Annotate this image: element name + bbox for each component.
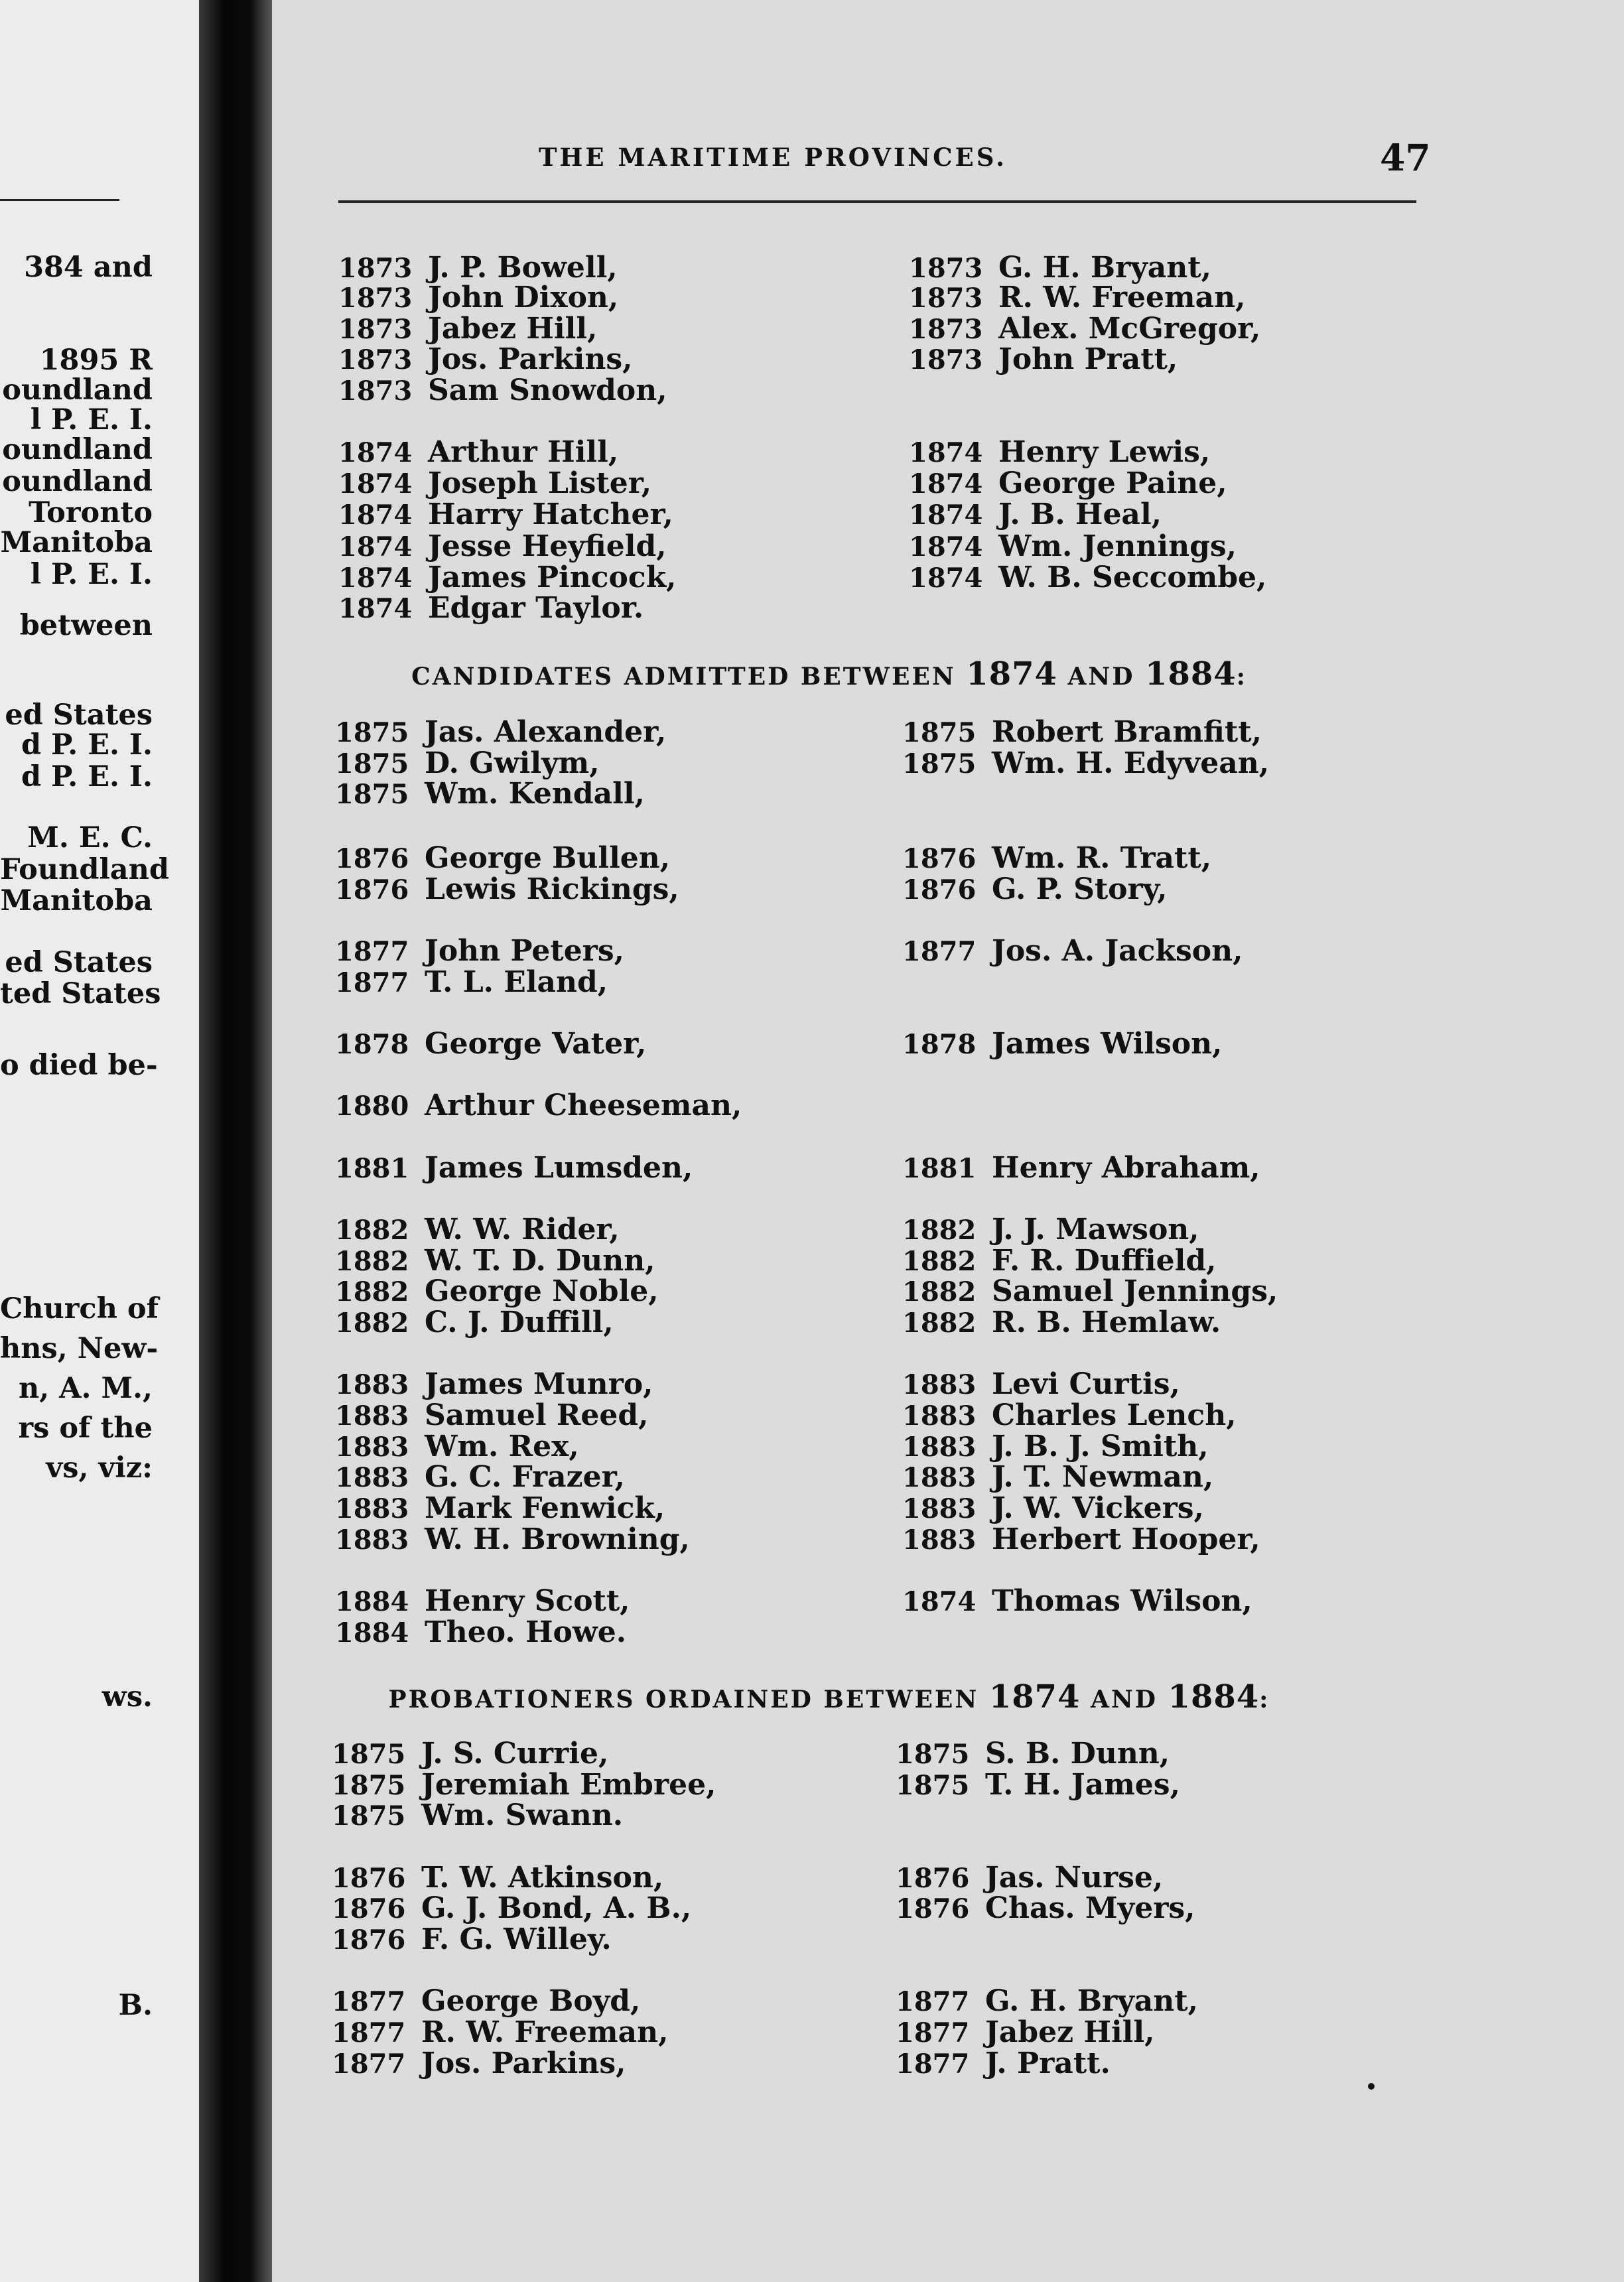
entry-name: Thomas Wilson,: [992, 1584, 1252, 1618]
entry-name: J. Pratt.: [985, 2047, 1111, 2080]
entry-year: 1876: [332, 1924, 406, 1956]
entry-name: S. B. Dunn,: [985, 1737, 1170, 1771]
list-item: [335, 1152, 693, 1190]
entry-name: R. W. Freeman,: [421, 2015, 669, 2049]
list-item: [338, 592, 643, 630]
entry-name: R. B. Hemlaw.: [992, 1306, 1221, 1339]
entry-year: 1875: [896, 1770, 970, 1801]
entry-name: W. H. Browning,: [425, 1522, 690, 1556]
entry-name: John Pratt,: [998, 342, 1178, 376]
entry-name: George Vater,: [425, 1027, 647, 1061]
entry-name: Henry Scott,: [425, 1584, 630, 1618]
entry-year: 1883: [902, 1400, 977, 1432]
entry-name: Henry Lewis,: [998, 435, 1211, 469]
entry-name: Wm. Jennings,: [998, 529, 1237, 563]
facing-page-text-fragment: d P. E. I.: [21, 728, 153, 762]
entry-name: George Paine,: [998, 466, 1227, 500]
entry-year: 1874: [338, 531, 413, 563]
entry-name: C. J. Duffill,: [425, 1306, 614, 1339]
entry-name: Jas. Alexander,: [425, 715, 667, 749]
entry-name: Jesse Heyfield,: [428, 529, 667, 563]
entry-name: James Lumsden,: [425, 1151, 693, 1185]
entry-name: Charles Lench,: [992, 1398, 1237, 1432]
facing-page-text-fragment: ws.: [102, 1680, 153, 1713]
entry-name: Wm. R. Tratt,: [992, 841, 1212, 875]
entry-name: W. B. Seccombe,: [998, 561, 1267, 594]
entry-year: 1877: [332, 2017, 406, 2048]
entry-year: 1876: [902, 843, 977, 874]
entry-year: 1874: [909, 563, 983, 594]
entry-year: 1875: [332, 1739, 406, 1770]
entry-year: 1876: [335, 874, 409, 906]
entry-name: W. T. D. Dunn,: [425, 1244, 655, 1278]
running-title: THE MARITIME PROVINCES.: [538, 143, 1008, 172]
entry-name: G. J. Bond, A. B.,: [421, 1891, 692, 1925]
entry-year: 1875: [332, 1770, 406, 1801]
entry-name: Jeremiah Embree,: [421, 1768, 716, 1802]
entry-year: 1882: [335, 1246, 409, 1277]
entry-name: Chas. Myers,: [985, 1891, 1195, 1925]
entry-year: 1883: [335, 1493, 409, 1524]
entry-name: J. T. Newman,: [992, 1460, 1214, 1494]
entry-year: 1873: [909, 283, 983, 314]
heading-colon: :: [1236, 663, 1247, 691]
facing-page-text-fragment: l P. E. I.: [30, 403, 153, 436]
list-item: [909, 344, 1178, 381]
entry-year: 1874: [909, 531, 983, 563]
entry-name: George Bullen,: [425, 841, 671, 875]
entry-year: 1873: [338, 375, 413, 407]
ink-speck: [1368, 2083, 1375, 2090]
list-item: [902, 748, 1269, 785]
entry-year: 1881: [335, 1153, 409, 1184]
heading-text: CANDIDATES ADMITTED BETWEEN: [411, 663, 956, 691]
facing-page-text-fragment: oundland: [2, 465, 153, 498]
list-item: [902, 874, 1167, 911]
heading-and: AND: [1067, 663, 1135, 691]
page-number: 47: [1380, 136, 1431, 179]
entry-name: James Pincock,: [428, 561, 677, 594]
entry-name: Robert Bramfitt,: [992, 715, 1262, 749]
list-item: [902, 1028, 1222, 1066]
entry-year: 1883: [335, 1524, 409, 1556]
entry-year: 1883: [335, 1432, 409, 1463]
entry-name: Samuel Jennings,: [992, 1274, 1278, 1308]
entry-year: 1882: [902, 1246, 977, 1277]
entry-name: James Wilson,: [992, 1027, 1223, 1061]
entry-name: R. W. Freeman,: [998, 281, 1246, 314]
facing-page-text-fragment: Foundland: [0, 853, 169, 886]
entry-year: 1883: [335, 1400, 409, 1432]
list-item: [896, 1769, 1180, 1807]
list-item: [335, 778, 645, 816]
entry-name: George Noble,: [425, 1274, 659, 1308]
entry-name: Herbert Hooper,: [992, 1522, 1260, 1556]
entry-name: G. P. Story,: [992, 872, 1168, 906]
facing-page-text-fragment: Church of: [0, 1292, 159, 1325]
entry-name: Samuel Reed,: [425, 1398, 649, 1432]
entry-year: 1876: [902, 874, 977, 906]
facing-page-text-fragment: oundland: [2, 373, 153, 407]
entry-name: John Dixon,: [428, 281, 619, 314]
entry-year: 1882: [902, 1215, 977, 1246]
heading-text: PROBATIONERS ORDAINED BETWEEN: [388, 1686, 979, 1713]
list-item: [902, 935, 1243, 973]
entry-name: F. R. Duffield,: [992, 1244, 1217, 1278]
entry-year: 1882: [902, 1276, 977, 1308]
entry-year: 1874: [338, 563, 413, 594]
entry-year: 1884: [335, 1586, 409, 1617]
entry-name: Arthur Hill,: [428, 435, 619, 469]
entry-name: Lewis Rickings,: [425, 872, 679, 906]
entry-year: 1876: [335, 843, 409, 874]
entry-year: 1882: [902, 1308, 977, 1339]
list-item: [335, 1307, 614, 1345]
entry-name: Wm. Rex,: [425, 1430, 579, 1463]
entry-year: 1874: [909, 437, 983, 468]
list-item: [902, 1152, 1260, 1190]
facing-page-text-fragment: between: [19, 609, 153, 642]
entry-year: 1876: [332, 1863, 406, 1894]
entry-name: George Boyd,: [421, 1984, 641, 2018]
list-item: [896, 2048, 1111, 2086]
heading-year-from: 1874: [966, 655, 1057, 693]
list-item: [335, 1028, 646, 1066]
list-item: [335, 1090, 742, 1128]
entry-year: 1883: [902, 1462, 977, 1493]
entry-name: J. S. Currie,: [421, 1737, 609, 1771]
list-item: [338, 375, 667, 413]
facing-page-text-fragment: n, A. M.,: [18, 1372, 153, 1405]
heading-and: AND: [1090, 1686, 1158, 1713]
entry-year: 1882: [335, 1308, 409, 1339]
entry-name: Jos. Parkins,: [428, 342, 633, 376]
entry-name: Wm. Swann.: [421, 1798, 624, 1832]
entry-name: J. J. Mawson,: [992, 1213, 1199, 1246]
facing-page-text-fragment: ted States: [0, 977, 161, 1010]
entry-name: John Peters,: [425, 934, 624, 968]
entry-year: 1877: [902, 936, 977, 967]
entry-year: 1882: [335, 1276, 409, 1308]
entry-year: 1874: [909, 500, 983, 531]
entry-year: 1873: [338, 314, 413, 345]
entry-year: 1875: [335, 717, 409, 748]
facing-page-text-fragment: vs, viz:: [46, 1451, 153, 1485]
facing-page-text-fragment: M. E. C.: [27, 821, 153, 854]
facing-page-text-fragment: hns, New-: [0, 1332, 159, 1365]
entry-year: 1873: [338, 344, 413, 375]
entry-year: 1877: [332, 1986, 406, 2017]
list-item: [335, 874, 679, 911]
entry-name: Henry Abraham,: [992, 1151, 1260, 1185]
list-item: [335, 1524, 690, 1562]
entry-year: 1873: [909, 253, 983, 284]
entry-year: 1882: [335, 1215, 409, 1246]
entry-name: Jos. Parkins,: [421, 2047, 626, 2080]
heading-year-to: 1884: [1145, 655, 1237, 693]
list-item: [332, 2048, 626, 2086]
entry-year: 1877: [896, 2017, 970, 2048]
facing-page-text-fragment: Manitoba: [0, 526, 153, 559]
facing-page-text-fragment: Manitoba: [0, 884, 153, 917]
entry-year: 1876: [896, 1893, 970, 1924]
entry-year: 1880: [335, 1091, 409, 1122]
entry-year: 1883: [902, 1524, 977, 1556]
heading-colon: :: [1259, 1686, 1270, 1713]
entry-name: J. B. Heal,: [998, 498, 1162, 531]
heading-year-to: 1884: [1168, 1678, 1260, 1715]
list-item: [902, 1585, 1252, 1623]
entry-year: 1878: [902, 1029, 977, 1060]
list-item: [909, 562, 1266, 600]
entry-year: 1874: [338, 468, 413, 500]
header-rule: [338, 200, 1416, 203]
entry-name: Alex. McGregor,: [998, 312, 1261, 346]
book-gutter: [199, 0, 272, 2282]
entry-name: James Munro,: [425, 1367, 653, 1401]
entry-name: Jas. Nurse,: [985, 1861, 1164, 1895]
entry-name: T. H. James,: [985, 1768, 1180, 1802]
probationers-heading: [372, 1678, 1287, 1715]
entry-year: 1875: [896, 1739, 970, 1770]
facing-page-text-fragment: d P. E. I.: [21, 760, 153, 793]
entry-year: 1883: [902, 1493, 977, 1524]
facing-page-text-fragment: B.: [118, 1989, 153, 2022]
facing-page-text-fragment: rs of the: [18, 1412, 153, 1445]
entry-name: Theo. Howe.: [425, 1615, 627, 1649]
entry-name: Jabez Hill,: [985, 2015, 1155, 2049]
entry-year: 1874: [338, 500, 413, 531]
entry-name: J. P. Bowell,: [428, 251, 618, 285]
entry-year: 1875: [335, 748, 409, 779]
heading-year-from: 1874: [988, 1678, 1081, 1715]
entry-year: 1881: [902, 1153, 977, 1184]
entry-year: 1877: [335, 967, 409, 998]
entry-name: Sam Snowdon,: [428, 373, 667, 407]
facing-page-text-fragment: o died be-: [0, 1049, 158, 1082]
candidates-heading: [372, 655, 1287, 693]
facing-page-fragment: [0, 0, 199, 2282]
entry-year: 1884: [335, 1617, 409, 1648]
entry-name: Harry Hatcher,: [428, 498, 673, 531]
facing-page-text-fragment: l P. E. I.: [30, 558, 153, 591]
entry-name: Jabez Hill,: [428, 312, 598, 346]
facing-page-text-fragment: ed States: [5, 699, 153, 732]
facing-page-text-fragment: oundland: [2, 433, 153, 466]
facing-page-text-fragment: ed States: [5, 946, 153, 979]
facing-page-text-fragment: Toronto: [29, 496, 153, 529]
entry-year: 1883: [902, 1369, 977, 1400]
entry-name: Wm. H. Edyvean,: [992, 746, 1270, 780]
entry-name: G. C. Frazer,: [425, 1460, 625, 1494]
entry-year: 1883: [902, 1432, 977, 1463]
entry-name: Joseph Lister,: [428, 466, 652, 500]
entry-year: 1874: [338, 593, 413, 624]
entry-year: 1876: [332, 1893, 406, 1924]
entry-name: Jos. A. Jackson,: [992, 934, 1243, 968]
entry-name: Wm. Kendall,: [425, 777, 645, 811]
entry-name: W. W. Rider,: [425, 1213, 620, 1246]
entry-year: 1876: [896, 1863, 970, 1894]
entry-name: J. B. J. Smith,: [992, 1430, 1209, 1463]
entry-name: F. G. Willey.: [421, 1922, 612, 1956]
entry-year: 1873: [909, 314, 983, 345]
entry-year: 1875: [332, 1800, 406, 1832]
entry-name: D. Gwilym,: [425, 746, 600, 780]
entry-year: 1877: [335, 936, 409, 967]
entry-name: T. W. Atkinson,: [421, 1861, 664, 1895]
entry-year: 1877: [896, 1986, 970, 2017]
list-item: [335, 967, 608, 1004]
list-item: [902, 1307, 1221, 1345]
entry-year: 1875: [902, 717, 977, 748]
entry-name: Levi Curtis,: [992, 1367, 1180, 1401]
entry-year: 1883: [335, 1462, 409, 1493]
entry-year: 1883: [335, 1369, 409, 1400]
entry-name: G. H. Bryant,: [998, 251, 1211, 285]
entry-name: G. H. Bryant,: [985, 1984, 1198, 2018]
entry-year: 1875: [335, 779, 409, 810]
entry-year: 1873: [338, 283, 413, 314]
entry-name: Arthur Cheeseman,: [425, 1089, 742, 1122]
entry-name: J. W. Vickers,: [992, 1491, 1204, 1525]
list-item: [896, 1893, 1195, 1930]
facing-page-text-fragment: 1895 R: [39, 344, 153, 377]
entry-year: 1878: [335, 1029, 409, 1060]
entry-name: Mark Fenwick,: [425, 1491, 665, 1525]
entry-name: T. L. Eland,: [425, 965, 608, 999]
facing-page-text-fragment: 384 and: [24, 251, 153, 284]
list-item: [902, 1524, 1260, 1562]
list-item: [335, 1617, 626, 1654]
entry-name: Edgar Taylor.: [428, 591, 644, 625]
entry-year: 1877: [332, 2048, 406, 2080]
list-item: [332, 1800, 623, 1838]
entry-year: 1873: [909, 344, 983, 375]
entry-year: 1874: [338, 437, 413, 468]
facing-page-rule: [0, 199, 119, 201]
list-item: [332, 1924, 612, 1962]
entry-year: 1874: [902, 1586, 977, 1617]
entry-year: 1875: [902, 748, 977, 779]
entry-year: 1877: [896, 2048, 970, 2080]
entry-year: 1873: [338, 253, 413, 284]
entry-year: 1874: [909, 468, 983, 500]
